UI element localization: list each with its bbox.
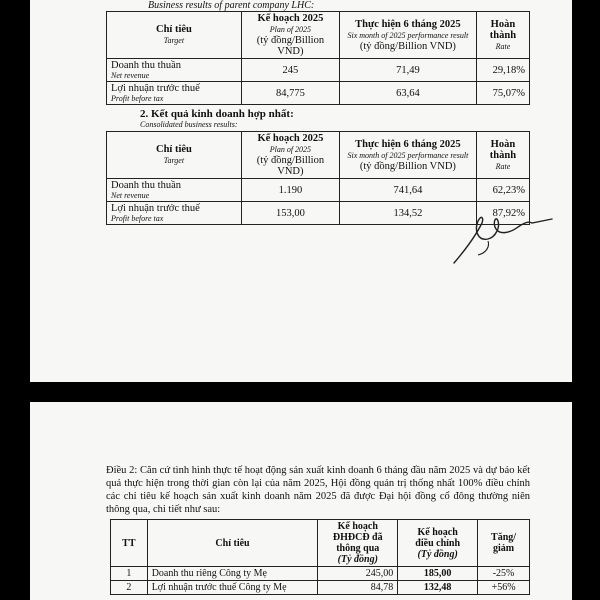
document-page-2 (30, 402, 572, 600)
row-rate: 62,23% (476, 179, 529, 202)
header-target: Chỉ tiêu Target (107, 12, 242, 59)
row-change: +56% (478, 581, 530, 595)
row-change: -25% (478, 567, 530, 581)
row-plan: 84,775 (241, 82, 339, 105)
header-rate: Hoàn thành Rate (476, 132, 529, 179)
row-rate: 29,18% (476, 59, 529, 82)
row-target: Doanh thu riêng Công ty Mẹ (147, 567, 318, 581)
row-target: Lợi nhuận trước thuế Công ty Mẹ (147, 581, 318, 595)
header-adjusted-plan: Kế hoạch điều chỉnh (Tỷ đồng) (398, 520, 478, 567)
table-header-row (111, 520, 530, 567)
document-page-1 (30, 0, 572, 382)
table-header-row (107, 132, 530, 179)
row-adjusted-plan: 185,00 (398, 567, 478, 581)
row-adjusted-plan: 132,48 (398, 581, 478, 595)
row-rate: 75,07% (476, 82, 529, 105)
table-row (111, 581, 530, 595)
header-plan: Kế hoạch 2025 Plan of 2025 (tỷ đồng/Billion VND) (241, 12, 339, 59)
plan-adjustment-table (110, 519, 530, 595)
row-agm-plan: 245,00 (318, 567, 398, 581)
consolidated-heading: 2. Kết quả kinh doanh hợp nhất: Consolidated business results: (140, 108, 294, 129)
row-plan: 1.190 (241, 179, 339, 202)
parent-results-table (106, 11, 530, 105)
article-2-paragraph: Điều 2: Căn cứ tình hình thực tế hoạt động sản xuất kinh doanh 6 tháng đầu năm 2025 và dự báo kết quả thực hiện trong thời gian còn lại của năm 2025, Hội đồng quản trị thống nhất 100% điều chỉnh các chỉ tiêu kế hoạch sản xuất kinh doanh năm 2025 đã được Đại hội đồng cổ đông thường niên thông qua, chi tiết như sau: (106, 465, 530, 515)
parent-results-caption: Business results of parent company LHC: (148, 0, 315, 11)
row-rate: 87,92% (476, 202, 529, 225)
row-plan: 153,00 (241, 202, 339, 225)
table-row (111, 567, 530, 581)
row-target: Lợi nhuận trước thuế Profit before tax (107, 202, 242, 225)
table-row (107, 179, 530, 202)
row-tt: 2 (111, 581, 148, 595)
table-row (107, 82, 530, 105)
row-actual: 63,64 (339, 82, 476, 105)
row-tt: 1 (111, 567, 148, 581)
row-actual: 71,49 (339, 59, 476, 82)
header-change: Tăng/ giảm (478, 520, 530, 567)
handwritten-signature (448, 205, 558, 267)
header-actual: Thực hiện 6 tháng 2025 Six month of 2025 performance result (tỷ đồng/Billion VND) (339, 132, 476, 179)
table-header-row (107, 12, 530, 59)
row-actual: 741,64 (339, 179, 476, 202)
header-agm-plan: Kế hoạch ĐHĐCĐ đã thông qua (Tỷ đồng) (318, 520, 398, 567)
row-target: Doanh thu thuần Net revenue (107, 59, 242, 82)
row-actual: 134,52 (339, 202, 476, 225)
row-plan: 245 (241, 59, 339, 82)
header-tt: TT (111, 520, 148, 567)
table-row (107, 59, 530, 82)
header-rate: Hoàn thành Rate (476, 12, 529, 59)
header-target: Chỉ tiêu Target (107, 132, 242, 179)
row-agm-plan: 84,78 (318, 581, 398, 595)
row-target: Doanh thu thuần Net revenue (107, 179, 242, 202)
header-plan: Kế hoạch 2025 Plan of 2025 (tỷ đồng/Billion VND) (241, 132, 339, 179)
header-actual: Thực hiện 6 tháng 2025 Six month of 2025 performance result (tỷ đồng/Billion VND) (339, 12, 476, 59)
header-target: Chỉ tiêu (147, 520, 318, 567)
row-target: Lợi nhuận trước thuế Profit before tax (107, 82, 242, 105)
